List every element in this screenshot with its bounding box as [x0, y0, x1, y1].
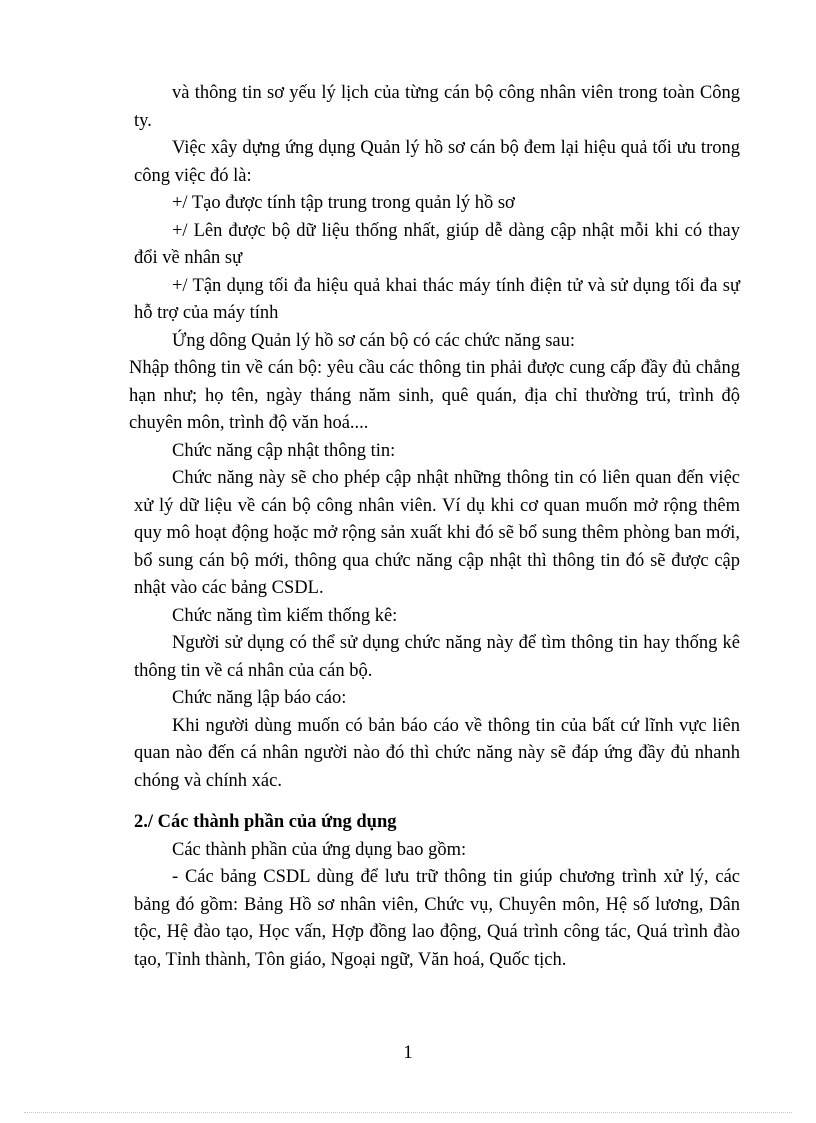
page-footer-divider [24, 1112, 792, 1113]
paragraph-function-input: Nhập thông tin về cán bộ: yêu cầu các thông tin phải được cung cấp đầy đủ chẳng hạn như; họ tên, ngày tháng năm sinh, quê quán, địa chỉ thường trú, trình độ chuyên môn, trình độ văn hoá.... [129, 358, 740, 433]
paragraph-function-search-desc: Người sử dụng có thể sử dụng chức năng này để tìm thông tin hay thống kê thông tin về cá nhân của cán bộ. [134, 633, 740, 681]
paragraph-function-search-title: Chức năng tìm kiếm thống kê: [172, 605, 398, 626]
paragraph-benefit-centralize: +/ Tạo được tính tập trung trong quản lý hồ sơ [172, 193, 515, 213]
paragraph-intro-continuation: và thông tin sơ yếu lý lịch của từng cán bộ công nhân viên trong toàn Công ty. [134, 83, 740, 131]
paragraph-function-report-title: Chức năng lập báo cáo: [172, 688, 347, 708]
paragraph-benefits-intro: Việc xây dựng ứng dụng Quản lý hồ sơ cán bộ đem lại hiệu quả tối ưu trong công việc đó là: [134, 138, 740, 186]
paragraph-function-report-desc: Khi người dùng muốn có bản báo cáo về thông tin của bất cứ lĩnh vực liên quan nào đến cá nhân người nào đó thì chức năng này sẽ đáp ứng đầy đủ nhanh chóng và chính xác. [134, 715, 740, 791]
section-heading: 2./ Các thành phần của ứng dụng [134, 812, 397, 832]
paragraph-benefit-computer-use: +/ Tận dụng tối đa hiệu quả khai thác máy tính điện tử và sử dụng tối đa sự hỗ trợ của máy tính [134, 275, 740, 323]
document-body [129, 80, 740, 974]
paragraph-functions-intro: Ứng dông Quản lý hồ sơ cán bộ có các chức năng sau: [172, 330, 576, 351]
paragraph-function-update-desc: Chức năng này sẽ cho phép cập nhật những thông tin có liên quan đến việc xử lý dữ liệu về cán bộ công nhân viên. Ví dụ khi cơ quan muốn mở rộng thêm quy mô hoạt động hoặc mở rộng sản xuất khi đó sẽ bổ sung thêm phòng ban mới, bổ sung cán bộ mới, thông qua chức năng cập nhật thì thông tin đó sẽ được cập nhật vào các bảng CSDL. [134, 468, 740, 598]
paragraph-components-tables: - Các bảng CSDL dùng để lưu trữ thông tin giúp chương trình xử lý, các bảng đó gồm: Bảng Hồ sơ nhân viên, Chức vụ, Chuyên môn, Hệ số lương, Dân tộc, Hệ đào tạo, Học vấn, Hợp đồng lao động, Quá trình công tác, Quá trình đào tạo, Tỉnh thành, Tôn giáo, Ngoại ngữ, Văn hoá, Quốc tịch. [134, 867, 740, 970]
page-number: 1 [403, 1042, 413, 1063]
paragraph-function-update-title: Chức năng cập nhật thông tin: [172, 440, 396, 461]
paragraph-benefit-unified-data: +/ Lên được bộ dữ liệu thống nhất, giúp dễ dàng cập nhật mỗi khi có thay đổi về nhân sự [134, 220, 740, 268]
paragraph-components-intro: Các thành phần của ứng dụng bao gồm: [172, 839, 467, 860]
